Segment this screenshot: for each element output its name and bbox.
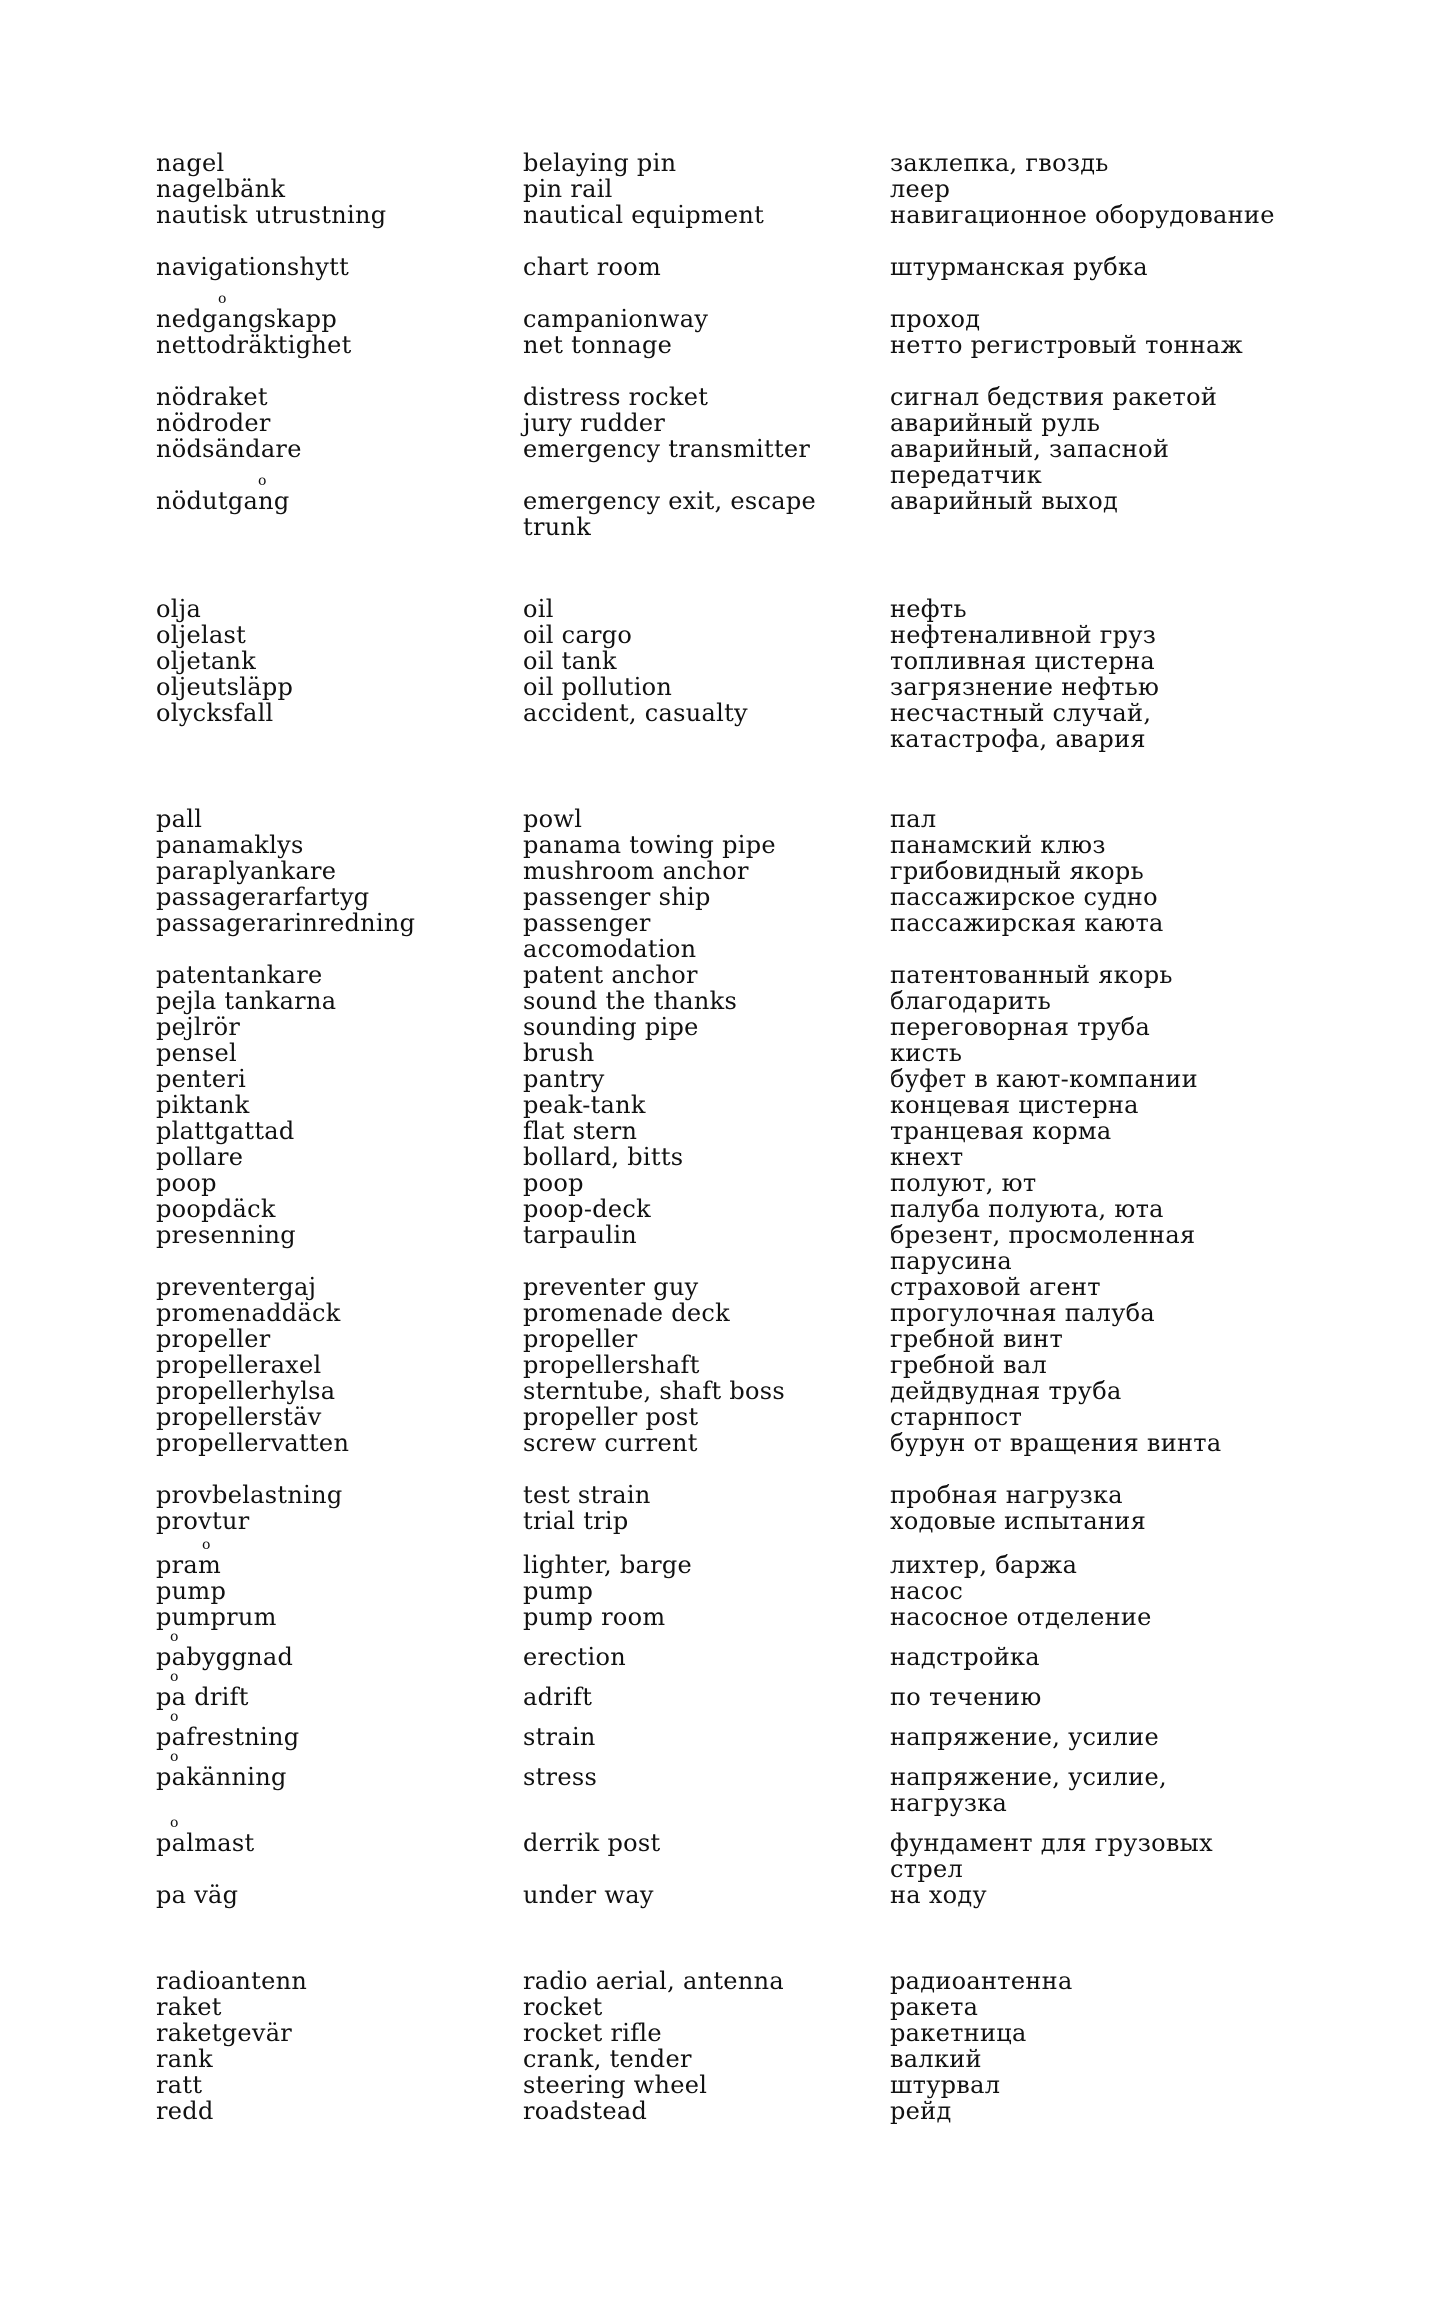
swedish-term: propellerhylsa — [156, 1377, 336, 1405]
english-term: pantry — [523, 1065, 605, 1093]
entry — [0, 1014, 1446, 1040]
entry — [0, 2020, 1446, 2046]
russian-term: заклепка, гвоздь — [890, 149, 1109, 177]
russian-term: штурманская рубка — [890, 253, 1148, 281]
entry — [0, 1221, 1446, 1275]
entry — [0, 1508, 1446, 1534]
entry — [0, 1326, 1446, 1352]
swedish-term: poop — [156, 1169, 217, 1197]
swedish-term: pejlrör — [156, 1013, 241, 1041]
russian-term: старнпост — [890, 1403, 1023, 1431]
swedish-term: propellerstäv — [156, 1403, 322, 1431]
english-term: flat stern — [523, 1117, 638, 1145]
entry — [0, 1629, 1446, 1671]
entry — [0, 1040, 1446, 1066]
swedish-term: pump — [156, 1577, 227, 1605]
russian-term: радиоантенна — [890, 1967, 1073, 1995]
russian-term: проход — [890, 305, 981, 333]
english-term: poop — [523, 1169, 584, 1197]
swedish-term: pollare — [156, 1143, 244, 1171]
swedish-term: passagerarinredning — [156, 909, 416, 937]
swedish-term: plattgattad — [156, 1117, 295, 1145]
russian-term: нетто регистровый тоннаж — [890, 331, 1244, 359]
russian-term: прогулочная палуба — [890, 1299, 1155, 1327]
entry — [0, 1196, 1446, 1222]
entry — [0, 1066, 1446, 1092]
swedish-term: nödutgang — [156, 487, 290, 515]
entry — [0, 596, 1446, 622]
russian-term: пал — [890, 805, 937, 833]
entry — [0, 2072, 1446, 2098]
swedish-term: oljetank — [156, 647, 257, 675]
english-term: peak-tank — [523, 1091, 646, 1119]
swedish-term: poopdäck — [156, 1195, 276, 1223]
english-term: campanionway — [523, 305, 709, 333]
english-term: oil pollution — [523, 673, 673, 701]
entry — [0, 1882, 1446, 1908]
russian-term: гребной вал — [890, 1351, 1048, 1379]
ring-diacritic: o — [170, 1709, 179, 1725]
swedish-term: rank — [156, 2045, 213, 2073]
russian-term: фундамент для грузовых стрел — [890, 1829, 1213, 1883]
swedish-term: piktank — [156, 1091, 250, 1119]
english-term: emergency transmitter — [523, 435, 811, 463]
english-term: belaying pin — [523, 149, 677, 177]
entry — [0, 202, 1446, 228]
swedish-term: nedgangskapp — [156, 305, 338, 333]
english-term: derrik post — [523, 1829, 661, 1857]
russian-term: напряжение, усилие, нагрузка — [890, 1763, 1167, 1817]
english-term: pin rail — [523, 175, 613, 203]
russian-term: аварийный руль — [890, 409, 1101, 437]
entry — [0, 291, 1446, 333]
english-term: under way — [523, 1881, 654, 1909]
entry — [0, 1144, 1446, 1170]
russian-term: благодарить — [890, 987, 1052, 1015]
entry — [0, 1749, 1446, 1817]
english-term: steering wheel — [523, 2071, 708, 2099]
swedish-term: nödroder — [156, 409, 271, 437]
russian-term: полуют, ют — [890, 1169, 1037, 1197]
entry — [0, 648, 1446, 674]
swedish-term: oljelast — [156, 621, 247, 649]
english-term: panama towing pipe — [523, 831, 776, 859]
entry — [0, 2098, 1446, 2124]
english-term: strain — [523, 1723, 596, 1751]
russian-term: грибовидный якорь — [890, 857, 1144, 885]
russian-term: штурвал — [890, 2071, 1001, 2099]
english-term: pump room — [523, 1603, 666, 1631]
english-term: radio aerial, antenna — [523, 1967, 784, 1995]
entry — [0, 473, 1446, 541]
entry — [0, 858, 1446, 884]
entry — [0, 2046, 1446, 2072]
english-term: crank, tender — [523, 2045, 692, 2073]
entry — [0, 674, 1446, 700]
entry — [0, 699, 1446, 753]
entry — [0, 1430, 1446, 1456]
entry — [0, 1604, 1446, 1630]
entry — [0, 1404, 1446, 1430]
swedish-term: provtur — [156, 1507, 250, 1535]
swedish-term: pakänning — [156, 1763, 287, 1791]
english-term: emergency exit, escape trunk — [523, 487, 817, 541]
russian-term: напряжение, усилие — [890, 1723, 1159, 1751]
russian-term: пробная нагрузка — [890, 1481, 1123, 1509]
swedish-term: panamaklys — [156, 831, 304, 859]
russian-term: по течению — [890, 1683, 1042, 1711]
russian-term: лихтер, баржа — [890, 1551, 1078, 1579]
swedish-term: ratt — [156, 2071, 203, 2099]
entry — [0, 1537, 1446, 1579]
english-term: trial trip — [523, 1507, 629, 1535]
english-term: erection — [523, 1643, 626, 1671]
english-term: roadstead — [523, 2097, 648, 2125]
entry — [0, 1118, 1446, 1144]
swedish-term: propellervatten — [156, 1429, 350, 1457]
english-term: sound the thanks — [523, 987, 738, 1015]
russian-term: концевая цистерна — [890, 1091, 1139, 1119]
english-term: passenger accomodation — [523, 909, 697, 963]
ring-diacritic: o — [170, 1815, 179, 1831]
russian-term: навигационное оборудование — [890, 201, 1275, 229]
entry — [0, 150, 1446, 176]
english-term: passenger ship — [523, 883, 711, 911]
ring-diacritic: o — [258, 473, 267, 489]
entry — [0, 384, 1446, 410]
swedish-term: nettodräktighet — [156, 331, 352, 359]
russian-term: топливная цистерна — [890, 647, 1155, 675]
english-term: oil cargo — [523, 621, 633, 649]
entry — [0, 1352, 1446, 1378]
swedish-term: promenaddäck — [156, 1299, 341, 1327]
swedish-term: pall — [156, 805, 203, 833]
english-term: pump — [523, 1577, 594, 1605]
swedish-term: palmast — [156, 1829, 255, 1857]
english-term: jury rudder — [523, 409, 666, 437]
swedish-term: oljeutsläpp — [156, 673, 294, 701]
swedish-term: paraplyankare — [156, 857, 337, 885]
swedish-term: passagerarfartyg — [156, 883, 370, 911]
russian-term: леер — [890, 175, 951, 203]
entry — [0, 884, 1446, 910]
swedish-term: propelleraxel — [156, 1351, 322, 1379]
swedish-term: olycksfall — [156, 699, 274, 727]
english-term: nautical equipment — [523, 201, 765, 229]
entry — [0, 435, 1446, 489]
english-term: oil — [523, 595, 554, 623]
russian-term: аварийный выход — [890, 487, 1119, 515]
english-term: lighter, barge — [523, 1551, 693, 1579]
russian-term: буфет в кают-компании — [890, 1065, 1198, 1093]
entry — [0, 1968, 1446, 1994]
swedish-term: raket — [156, 1993, 222, 2021]
swedish-term: propeller — [156, 1325, 271, 1353]
russian-term: гребной винт — [890, 1325, 1064, 1353]
swedish-term: redd — [156, 2097, 214, 2125]
russian-term: валкий — [890, 2045, 982, 2073]
russian-term: пассажирское судно — [890, 883, 1158, 911]
russian-term: кисть — [890, 1039, 963, 1067]
swedish-term: penteri — [156, 1065, 247, 1093]
english-term: rocket — [523, 1993, 603, 2021]
english-term: mushroom anchor — [523, 857, 749, 885]
english-term: oil tank — [523, 647, 617, 675]
swedish-term: patentankare — [156, 961, 323, 989]
swedish-term: radioantenn — [156, 1967, 308, 1995]
swedish-term: nautisk utrustning — [156, 201, 387, 229]
english-term: net tonnage — [523, 331, 673, 359]
english-term: adrift — [523, 1683, 593, 1711]
swedish-term: nagel — [156, 149, 225, 177]
entry — [0, 410, 1446, 436]
russian-term: нефтеналивной груз — [890, 621, 1157, 649]
ring-diacritic: o — [170, 1629, 179, 1645]
russian-term: пассажирская каюта — [890, 909, 1164, 937]
swedish-term: pafrestning — [156, 1723, 300, 1751]
russian-term: транцевая корма — [890, 1117, 1112, 1145]
ring-diacritic: o — [170, 1749, 179, 1765]
entry — [0, 1092, 1446, 1118]
english-term: propeller — [523, 1325, 638, 1353]
entry — [0, 909, 1446, 963]
english-term: screw current — [523, 1429, 698, 1457]
entry — [0, 1378, 1446, 1404]
russian-term: кнехт — [890, 1143, 964, 1171]
english-term: powl — [523, 805, 583, 833]
entry — [0, 176, 1446, 202]
ring-diacritic: o — [170, 1669, 179, 1685]
ring-diacritic: o — [202, 1537, 211, 1553]
entry — [0, 254, 1446, 280]
entry — [0, 622, 1446, 648]
swedish-term: pensel — [156, 1039, 238, 1067]
english-term: promenade deck — [523, 1299, 730, 1327]
entry — [0, 332, 1446, 358]
english-term: chart room — [523, 253, 662, 281]
entry — [0, 806, 1446, 832]
english-term: brush — [523, 1039, 595, 1067]
entry — [0, 1170, 1446, 1196]
swedish-term: olja — [156, 595, 202, 623]
english-term: preventer guy — [523, 1273, 699, 1301]
russian-term: рейд — [890, 2097, 952, 2125]
swedish-term: provbelastning — [156, 1481, 343, 1509]
russian-term: сигнал бедствия ракетой — [890, 383, 1218, 411]
swedish-term: pejla tankarna — [156, 987, 337, 1015]
entry — [0, 988, 1446, 1014]
russian-term: брезент, просмоленная парусина — [890, 1221, 1196, 1275]
english-term: distress rocket — [523, 383, 709, 411]
english-term: poop-deck — [523, 1195, 651, 1223]
swedish-term: nagelbänk — [156, 175, 286, 203]
russian-term: переговорная труба — [890, 1013, 1151, 1041]
english-term: stress — [523, 1763, 598, 1791]
russian-term: ракета — [890, 1993, 979, 2021]
swedish-term: raketgevär — [156, 2019, 293, 2047]
entry — [0, 832, 1446, 858]
russian-term: надстройка — [890, 1643, 1040, 1671]
russian-term: аварийный, запасной передатчик — [890, 435, 1170, 489]
ring-diacritic: o — [218, 291, 227, 307]
swedish-term: nödsändare — [156, 435, 302, 463]
entry — [0, 1300, 1446, 1326]
russian-term: патентованный якорь — [890, 961, 1173, 989]
swedish-term: pumprum — [156, 1603, 277, 1631]
swedish-term: pa väg — [156, 1881, 239, 1909]
entry — [0, 1669, 1446, 1711]
entry — [0, 962, 1446, 988]
russian-term: палуба полуюта, юта — [890, 1195, 1164, 1223]
entry — [0, 1709, 1446, 1751]
english-term: tarpaulin — [523, 1221, 638, 1249]
english-term: accident, casualty — [523, 699, 748, 727]
russian-term: панамский клюз — [890, 831, 1106, 859]
russian-term: ракетница — [890, 2019, 1027, 2047]
english-term: rocket rifle — [523, 2019, 662, 2047]
russian-term: бурун от вращения винта — [890, 1429, 1222, 1457]
russian-term: на ходу — [890, 1881, 987, 1909]
russian-term: насосное отделение — [890, 1603, 1152, 1631]
english-term: sounding pipe — [523, 1013, 699, 1041]
swedish-term: nödraket — [156, 383, 268, 411]
entry — [0, 1994, 1446, 2020]
russian-term: нефть — [890, 595, 967, 623]
swedish-term: pram — [156, 1551, 222, 1579]
russian-term: несчастный случай, катастрофа, авария — [890, 699, 1152, 753]
english-term: propeller post — [523, 1403, 699, 1431]
swedish-term: preventergaj — [156, 1273, 317, 1301]
english-term: bollard, bitts — [523, 1143, 684, 1171]
russian-term: ходовые испытания — [890, 1507, 1147, 1535]
russian-term: загрязнение нефтью — [890, 673, 1160, 701]
swedish-term: pabyggnad — [156, 1643, 294, 1671]
swedish-term: navigationshytt — [156, 253, 350, 281]
russian-term: страховой агент — [890, 1273, 1101, 1301]
russian-term: дейдвудная труба — [890, 1377, 1122, 1405]
entry — [0, 1815, 1446, 1883]
russian-term: насос — [890, 1577, 964, 1605]
english-term: patent anchor — [523, 961, 698, 989]
english-term: sterntube, shaft boss — [523, 1377, 786, 1405]
swedish-term: presenning — [156, 1221, 296, 1249]
english-term: test strain — [523, 1481, 651, 1509]
swedish-term: pa drift — [156, 1683, 249, 1711]
entry — [0, 1482, 1446, 1508]
entry — [0, 1578, 1446, 1604]
english-term: propellershaft — [523, 1351, 700, 1379]
entry — [0, 1274, 1446, 1300]
